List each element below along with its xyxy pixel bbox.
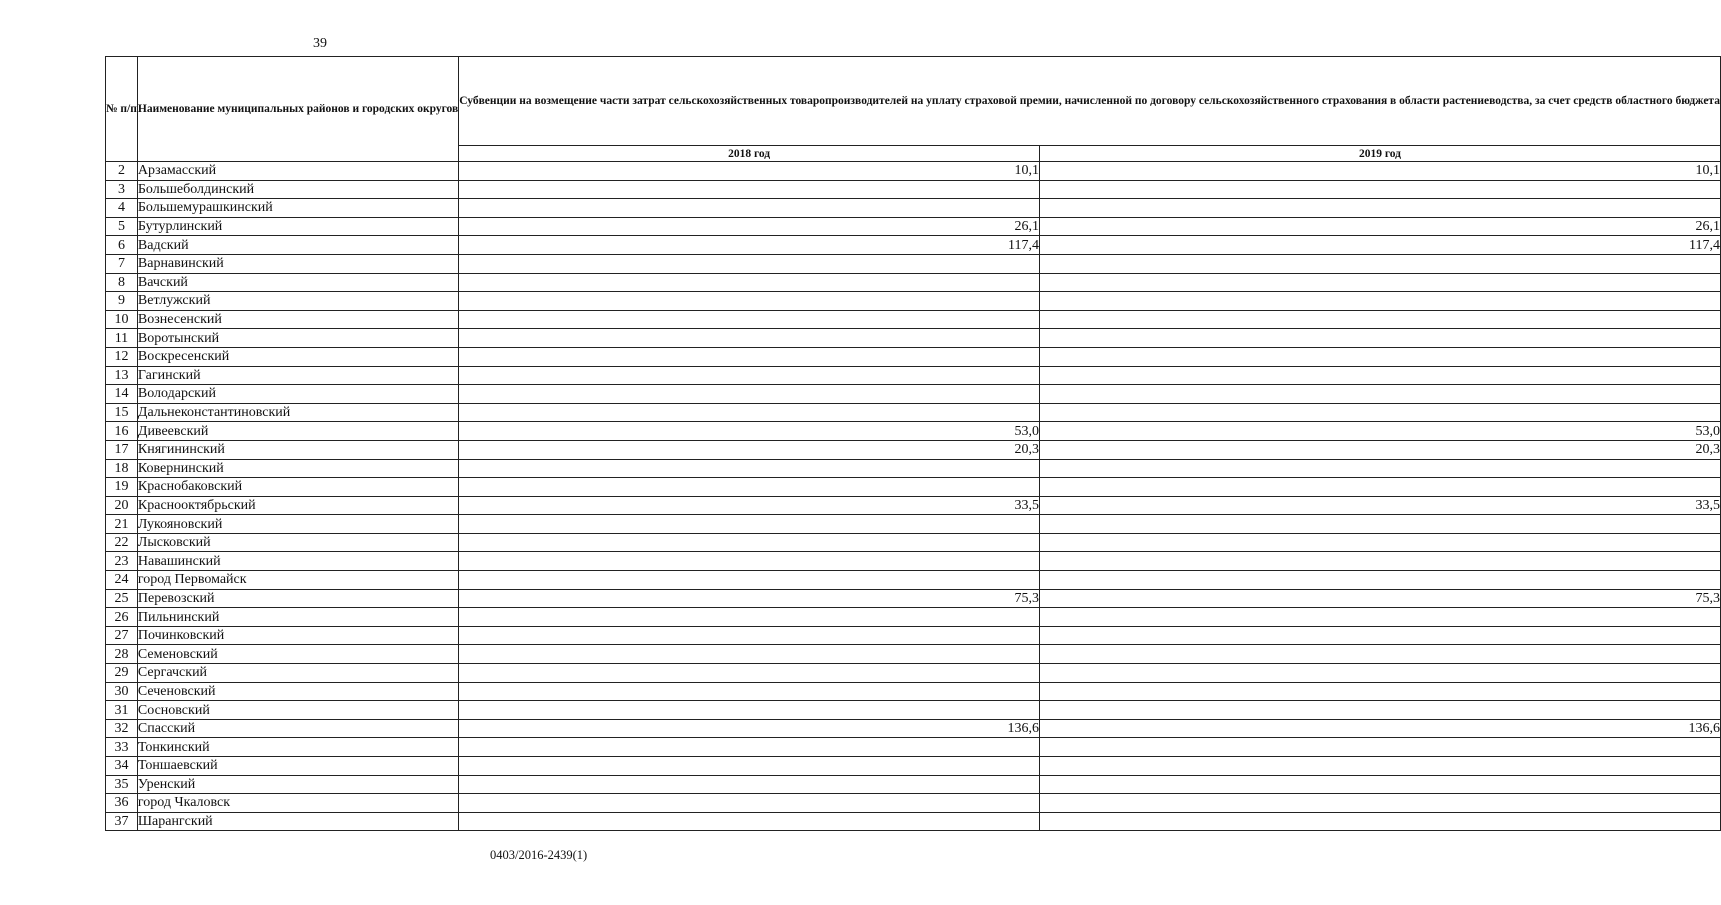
row-number: 2 [106,162,138,181]
row-number: 36 [106,794,138,813]
value-2018 [459,626,1040,645]
district-name: Володарский [137,385,458,404]
row-number: 11 [106,329,138,348]
row-number: 22 [106,533,138,552]
value-2018 [459,347,1040,366]
district-name: Ветлужский [137,292,458,311]
district-name: Сосновский [137,701,458,720]
table-row [106,738,1721,757]
column-header-name: Наименование муниципальных районов и городских округов [137,57,458,162]
value-2019 [1039,552,1720,571]
value-2019 [1039,682,1720,701]
district-name: Ковернинский [137,459,458,478]
table-row [106,664,1721,683]
value-2018 [459,701,1040,720]
value-2018 [459,310,1040,329]
value-2018 [459,292,1040,311]
value-2019 [1039,254,1720,273]
row-number: 7 [106,254,138,273]
table-row [106,775,1721,794]
district-name: Арзамасский [137,162,458,181]
row-number: 9 [106,292,138,311]
value-2019 [1039,273,1720,292]
value-2019: 117,4 [1039,236,1720,255]
row-number: 16 [106,422,138,441]
district-name: Большемурашкинский [137,199,458,218]
row-number: 15 [106,403,138,422]
value-2018 [459,515,1040,534]
district-name: Воротынский [137,329,458,348]
table-row [106,273,1721,292]
value-2018: 117,4 [459,236,1040,255]
table-row [106,180,1721,199]
row-number: 17 [106,440,138,459]
row-number: 13 [106,366,138,385]
value-2019 [1039,626,1720,645]
value-2019 [1039,645,1720,664]
table-row [106,626,1721,645]
row-number: 3 [106,180,138,199]
district-name: Гагинский [137,366,458,385]
district-name: Вознесенский [137,310,458,329]
district-name: Бутурлинский [137,217,458,236]
value-2018 [459,775,1040,794]
table-row [106,440,1721,459]
district-name: Дальнеконстантиновский [137,403,458,422]
district-name: Варнавинский [137,254,458,273]
row-number: 28 [106,645,138,664]
table-row [106,515,1721,534]
district-name: Большеболдинский [137,180,458,199]
district-name: Дивеевский [137,422,458,441]
value-2018 [459,403,1040,422]
district-name: Навашинский [137,552,458,571]
table-row [106,236,1721,255]
table-body [106,162,1721,831]
district-name: Воскресенский [137,347,458,366]
document-code: 0403/2016-2439(1) [490,848,588,862]
district-name: Сергачский [137,664,458,683]
row-number: 31 [106,701,138,720]
table-row [106,719,1721,738]
value-2018 [459,459,1040,478]
value-2019 [1039,571,1720,590]
table-row [106,812,1721,831]
value-2019 [1039,310,1720,329]
district-name: Уренский [137,775,458,794]
value-2019 [1039,180,1720,199]
value-2019 [1039,701,1720,720]
value-2018: 26,1 [459,217,1040,236]
district-name: Починковский [137,626,458,645]
value-2018: 33,5 [459,496,1040,515]
value-2019 [1039,347,1720,366]
district-name: Краснобаковский [137,478,458,497]
table-row [106,385,1721,404]
row-number: 5 [106,217,138,236]
value-2019 [1039,199,1720,218]
table-row [106,329,1721,348]
table-row [106,422,1721,441]
table-row [106,589,1721,608]
value-2018 [459,273,1040,292]
value-2018 [459,478,1040,497]
table-header-row [106,57,1721,146]
row-number: 26 [106,608,138,627]
table-row [106,217,1721,236]
row-number: 27 [106,626,138,645]
value-2019 [1039,478,1720,497]
table-row [106,794,1721,813]
page-number: 39 [313,36,327,51]
column-header-2018: 2018 год [459,146,1040,162]
table-row [106,571,1721,590]
row-number: 37 [106,812,138,831]
table-row [106,701,1721,720]
value-2018: 10,1 [459,162,1040,181]
value-2018 [459,571,1040,590]
district-name: Спасский [137,719,458,738]
row-number: 29 [106,664,138,683]
value-2019 [1039,292,1720,311]
table-row [106,757,1721,776]
row-number: 8 [106,273,138,292]
row-number: 20 [106,496,138,515]
table-row [106,496,1721,515]
value-2019: 75,3 [1039,589,1720,608]
value-2019 [1039,608,1720,627]
table-row [106,254,1721,273]
value-2019 [1039,664,1720,683]
table-row [106,478,1721,497]
column-header-number: № п/п [106,57,138,162]
row-number: 32 [106,719,138,738]
value-2019: 10,1 [1039,162,1720,181]
value-2018 [459,682,1040,701]
table-row [106,552,1721,571]
row-number: 12 [106,347,138,366]
district-name: Семеновский [137,645,458,664]
district-name: Перевозский [137,589,458,608]
value-2019: 136,6 [1039,719,1720,738]
district-name: Княгининский [137,440,458,459]
value-2018 [459,385,1040,404]
row-number: 34 [106,757,138,776]
value-2018 [459,794,1040,813]
value-2019 [1039,794,1720,813]
value-2019 [1039,757,1720,776]
district-name: Вадский [137,236,458,255]
district-name: Шарангский [137,812,458,831]
value-2018 [459,552,1040,571]
value-2019 [1039,812,1720,831]
value-2018 [459,757,1040,776]
column-header-subsidy: Субвенции на возмещение части затрат сельскохозяйственных товаропроизводителей на уплату страховой премии, начисленной по договору сельскохозяйственного страхования в области растениеводства, за счет средств областного бюджета [459,57,1721,146]
row-number: 25 [106,589,138,608]
row-number: 19 [106,478,138,497]
value-2019 [1039,533,1720,552]
district-name: Лысковский [137,533,458,552]
table-row [106,403,1721,422]
district-name: Лукояновский [137,515,458,534]
table-row [106,645,1721,664]
row-number: 35 [106,775,138,794]
value-2018: 136,6 [459,719,1040,738]
table-row [106,162,1721,181]
table-row [106,533,1721,552]
value-2019 [1039,515,1720,534]
table-row [106,459,1721,478]
table-row [106,199,1721,218]
row-number: 30 [106,682,138,701]
value-2018 [459,812,1040,831]
value-2019 [1039,403,1720,422]
table-row [106,608,1721,627]
value-2019: 26,1 [1039,217,1720,236]
table-row [106,310,1721,329]
value-2019: 33,5 [1039,496,1720,515]
value-2018 [459,608,1040,627]
row-number: 23 [106,552,138,571]
district-name: Сеченовский [137,682,458,701]
district-name: Пильнинский [137,608,458,627]
district-name: город Первомайск [137,571,458,590]
value-2018 [459,329,1040,348]
table-row [106,682,1721,701]
value-2018: 75,3 [459,589,1040,608]
value-2019 [1039,329,1720,348]
value-2019: 53,0 [1039,422,1720,441]
row-number: 18 [106,459,138,478]
subsidy-table [105,56,1721,831]
value-2019 [1039,738,1720,757]
district-name: город Чкаловск [137,794,458,813]
value-2019: 20,3 [1039,440,1720,459]
district-name: Вачский [137,273,458,292]
table-row [106,347,1721,366]
value-2018 [459,533,1040,552]
value-2018 [459,199,1040,218]
district-name: Тоншаевский [137,757,458,776]
value-2019 [1039,775,1720,794]
row-number: 10 [106,310,138,329]
table-row [106,292,1721,311]
value-2018 [459,366,1040,385]
district-name: Краснооктябрьский [137,496,458,515]
value-2019 [1039,459,1720,478]
row-number: 14 [106,385,138,404]
row-number: 33 [106,738,138,757]
row-number: 6 [106,236,138,255]
value-2018: 53,0 [459,422,1040,441]
row-number: 21 [106,515,138,534]
value-2019 [1039,366,1720,385]
row-number: 24 [106,571,138,590]
value-2018 [459,664,1040,683]
row-number: 4 [106,199,138,218]
value-2018 [459,254,1040,273]
value-2018 [459,645,1040,664]
value-2019 [1039,385,1720,404]
table-row [106,366,1721,385]
district-name: Тонкинский [137,738,458,757]
column-header-2019: 2019 год [1039,146,1720,162]
value-2018: 20,3 [459,440,1040,459]
value-2018 [459,180,1040,199]
value-2018 [459,738,1040,757]
